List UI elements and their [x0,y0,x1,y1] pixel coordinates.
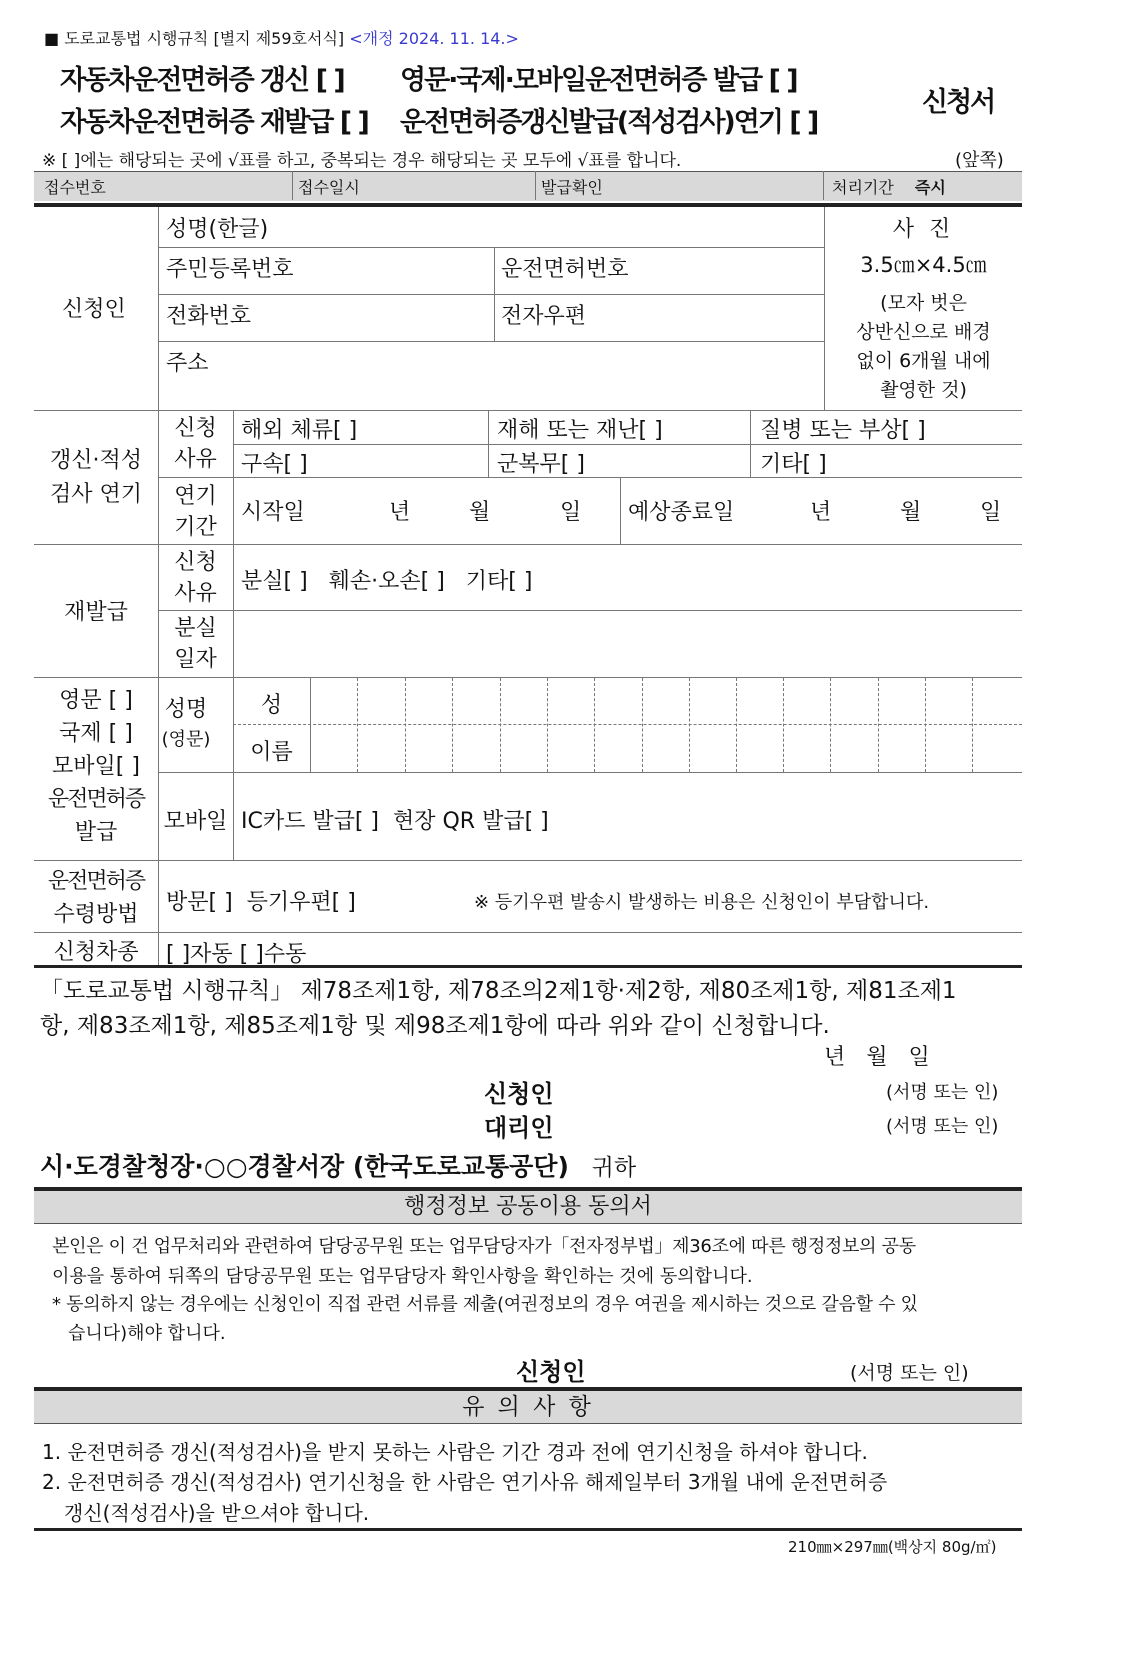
check-note: ※ [ ]에는 해당되는 곳에 √표를 하고, 중복되는 경우 해당되는 곳 모두에 √표를 합니다. [42,151,682,171]
processing-period: 처리기간 즉시 [832,178,946,197]
reason-abroad-checkbox[interactable]: 해외 체류[ ] [241,418,358,443]
revision-note: <개정 2024. 11. 14.> [349,29,519,48]
reason-military-checkbox[interactable]: 군복무[ ] [497,452,585,477]
reason-disaster-checkbox[interactable]: 재해 또는 재난[ ] [497,418,663,443]
receive-method-label: 운전면허증 수령방법 [47,869,145,927]
end-year[interactable]: 년 [810,500,832,525]
reissue-reason-options[interactable]: 분실[ ] 훼손·오손[ ] 기타[ ] [241,569,533,594]
addressee: 시·도경찰청장·○○경찰서장 (한국도로교통공단) 귀하 [40,1152,637,1181]
end-month[interactable]: 월 [900,500,922,525]
license-no-field[interactable]: 운전면허번호 [501,257,629,282]
title-postpone: 운전면허증갱신발급(적성검사)연기 [ ] [400,107,818,138]
start-date-label: 시작일 [241,500,305,525]
start-month[interactable]: 월 [469,500,491,525]
intl-license-checkbox[interactable]: 국제 [ ] [59,721,133,746]
reissue-reason-label: 신청 사유 [174,550,217,606]
reason-other-checkbox[interactable]: 기타[ ] [760,452,827,477]
receipt-no: 접수번호 [44,178,106,197]
car-type-label: 신청차종 [53,940,139,965]
reissue-section-label: 재발급 [64,600,128,625]
start-day[interactable]: 일 [560,500,582,525]
statement-date[interactable]: 년 월 일 [824,1045,930,1070]
given-name-label: 이름 [250,740,293,765]
consent-line-4: 습니다)해야 합니다. [68,1323,226,1344]
name-korean-field[interactable]: 성명(한글) [166,217,269,242]
postpone-period-label: 연기 기간 [174,484,217,540]
mobile-issue-options[interactable]: IC카드 발급[ ] 현장 QR 발급[ ] [241,809,549,834]
statement-agent: 대리인 [484,1114,554,1142]
mobile-label: 모바일 [163,809,228,834]
renewal-section-label: 갱신·적성 검사 연기 [49,448,142,507]
intl-section-label: 영문 [ ] 국제 [ ] 모바일[ ] 운전면허증 발급 [36,684,156,849]
reason-illness-checkbox[interactable]: 질병 또는 부상[ ] [760,418,926,443]
paper-spec: 210㎜×297㎜(백상지 80g/㎡) [788,1538,997,1556]
applicant-signature[interactable]: (서명 또는 인) [886,1082,999,1103]
notes-title: 유 의 사 항 [34,1391,1022,1423]
english-name-label: 성명 (영문) [161,697,211,750]
consent-line-3: * 동의하지 않는 경우에는 신청인이 직접 관련 서류를 제출(여권정보의 경우 여권을 제시하는 것으로 갈음할 수 있 [52,1294,918,1315]
receipt-issue: 발급확인 [541,178,603,197]
email-field[interactable]: 전자우편 [501,304,587,329]
consent-line-1: 본인은 이 건 업무처리와 관련하여 담당공무원 또는 업무담당자가「전자정부법」제36조에 따른 행정정보의 공동 [52,1236,916,1257]
consent-line-2: 이용을 통하여 뒤쪽의 담당공무원 또는 업무담당자 확인사항을 확인하는 것에 동의합니다. [52,1266,753,1287]
mobile-license-checkbox[interactable]: 모바일[ ] [52,754,140,779]
title-reissue: 자동차운전면허증 재발급 [ ] [60,107,368,138]
consent-applicant: 신청인 [516,1358,586,1386]
consent-title: 행정정보 공동이용 동의서 [34,1191,1022,1223]
renewal-reason-label: 신청 사유 [174,416,217,472]
page-side: (앞쪽) [955,150,1004,171]
english-license-checkbox[interactable]: 영문 [ ] [59,688,133,713]
photo-box[interactable]: 사 진 3.5㎝×4.5㎝ (모자 벗은 상반신으로 배경 없이 6개월 내에 촬영한 것) [856,217,991,401]
agent-signature[interactable]: (서명 또는 인) [886,1116,999,1137]
end-date-label: 예상종료일 [628,500,735,525]
car-type-options[interactable]: [ ]자동 [ ]수동 [166,942,307,967]
applicant-section-label: 신청인 [62,297,126,322]
reason-detention-checkbox[interactable]: 구속[ ] [241,452,308,477]
receipt-date: 접수일시 [298,178,360,197]
statement-applicant: 신청인 [484,1080,554,1108]
statement-line-1: 「도로교통법 시행규칙」 제78조제1항, 제78조의2제1항·제2항, 제80조제1항, 제81조제1 [40,978,957,1004]
title-renewal: 자동차운전면허증 갱신 [ ] [60,65,344,96]
note-item-1: 1. 운전면허증 갱신(적성검사)을 받지 못하는 사람은 기간 경과 전에 연기신청을 하셔야 합니다. [42,1440,868,1464]
address-field[interactable]: 주소 [166,351,209,376]
receive-method-options[interactable]: 방문[ ] 등기우편[ ] [166,890,356,915]
form-reference: ■ 도로교통법 시행규칙 [별지 제59호서식] <개정 2024. 11. 14.> [44,29,519,48]
lost-date-label: 분실 일자 [174,616,217,672]
phone-field[interactable]: 전화번호 [166,304,252,329]
title-intl-issue: 영문·국제·모바일운전면허증 발급 [ ] [400,65,797,96]
end-day[interactable]: 일 [980,500,1002,525]
start-year[interactable]: 년 [389,500,411,525]
note-item-2-cont: 갱신(적성검사)을 받으셔야 합니다. [64,1501,370,1525]
registered-mail-note: ※ 등기우편 발송시 발생하는 비용은 신청인이 부담합니다. [474,892,930,913]
title-suffix: 신청서 [922,87,995,118]
statement-line-2: 항, 제83조제1항, 제85조제1항 및 제98조제1항에 따라 위와 같이 신청합니다. [40,1013,830,1039]
surname-label: 성 [260,693,283,718]
consent-signature[interactable]: (서명 또는 인) [850,1362,969,1384]
note-item-2: 2. 운전면허증 갱신(적성검사) 연기신청을 한 사람은 연기사유 해제일부터 3개월 내에 운전면허증 [42,1470,888,1494]
rrn-field[interactable]: 주민등록번호 [166,257,294,282]
